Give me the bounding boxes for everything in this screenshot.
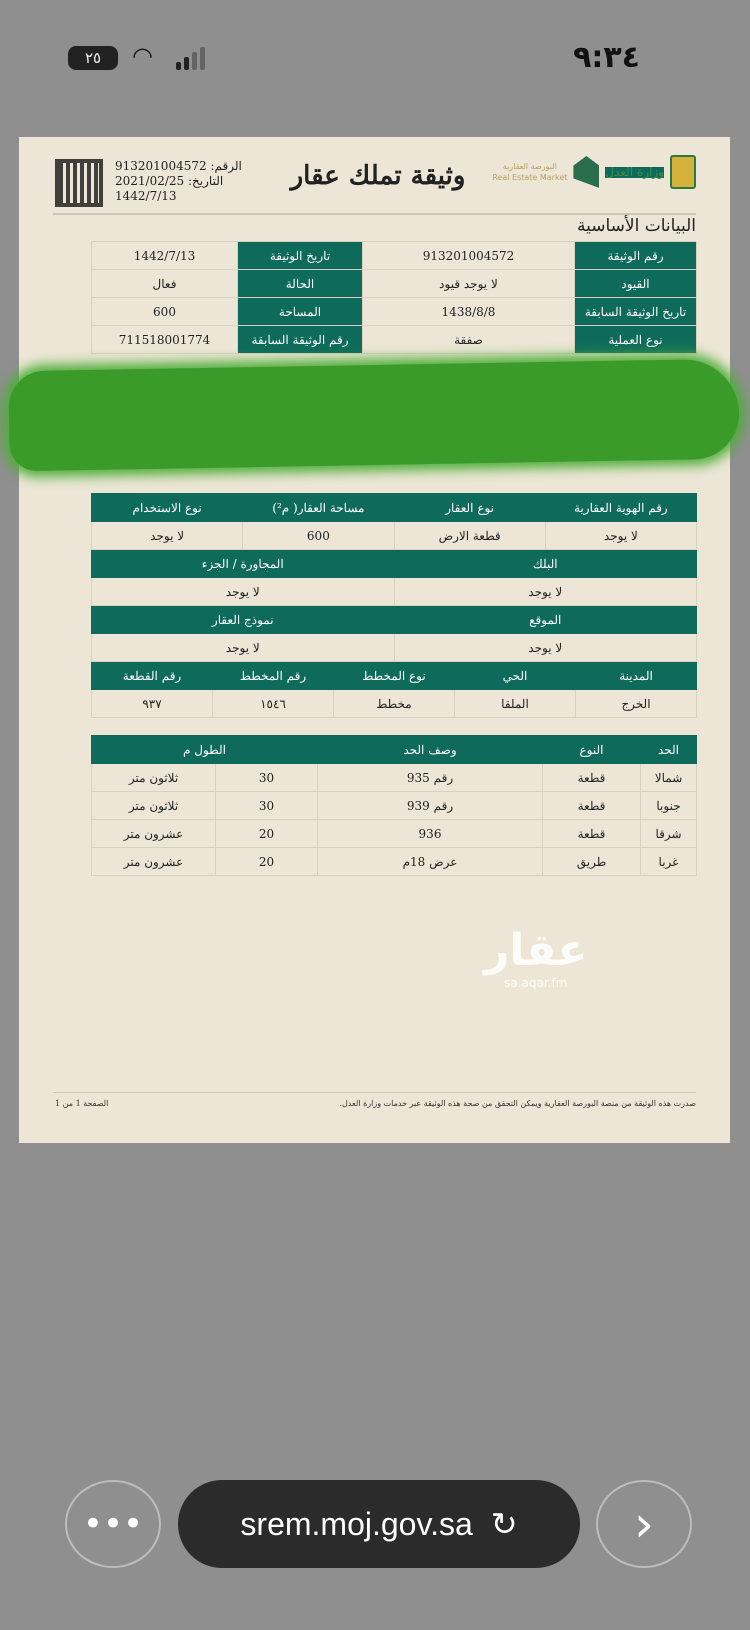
column-header: نوع العقار bbox=[394, 494, 545, 522]
table-row bbox=[92, 578, 697, 606]
table-row bbox=[92, 270, 697, 298]
cell-value: ثلاثون متر bbox=[92, 764, 216, 792]
column-header: وصف الحد bbox=[318, 736, 543, 764]
cell-value: 20 bbox=[216, 848, 318, 876]
column-header: نوع المخطط bbox=[334, 662, 455, 690]
cell-value: لا يوجد bbox=[394, 578, 697, 606]
page-number: الصفحة 1 من 1 bbox=[55, 1099, 109, 1108]
market-ar: البورصة العقارية bbox=[502, 162, 557, 171]
cell-value: شمالا bbox=[641, 764, 697, 792]
cell-value: قطعة bbox=[543, 764, 641, 792]
watermark-url: sa.aqar.fm bbox=[504, 976, 568, 990]
cell-value: 30 bbox=[216, 792, 318, 820]
watermark-logo: عقار bbox=[484, 925, 588, 976]
cell-value: 20 bbox=[216, 820, 318, 848]
more-button[interactable]: ••• bbox=[65, 1480, 161, 1568]
field-value: 600 bbox=[92, 298, 238, 326]
table-row bbox=[92, 522, 697, 550]
cell-value: لا يوجد bbox=[92, 522, 243, 550]
table-row bbox=[92, 690, 697, 718]
cell-value: عشرون متر bbox=[92, 848, 216, 876]
footer-note: صدرت هذه الوثيقة من منصة البورصة العقارية ويمكن التحقق من صحة هذه الوثيقة عبر خدمات وزارة العدل. bbox=[339, 1099, 696, 1108]
cell-value: لا يوجد bbox=[92, 578, 395, 606]
column-header: الحد bbox=[641, 736, 697, 764]
document-date: 2021/02/25 bbox=[115, 174, 185, 188]
redaction-scribble bbox=[8, 359, 740, 472]
battery-icon: ٢٥ bbox=[68, 46, 118, 70]
table-row bbox=[92, 820, 697, 848]
column-header: النوع bbox=[543, 736, 641, 764]
cell-value: 600 bbox=[243, 522, 394, 550]
table-header-row bbox=[92, 550, 697, 578]
column-header: المدينة bbox=[576, 662, 697, 690]
property-table bbox=[91, 493, 697, 718]
field-label: المساحة bbox=[238, 298, 363, 326]
table-row bbox=[92, 298, 697, 326]
qr-code bbox=[55, 159, 103, 207]
field-label: تاريخ الوثيقة bbox=[238, 242, 363, 270]
field-value: 913201004572 bbox=[363, 242, 575, 270]
document-title: وثيقة تملك عقار bbox=[290, 161, 466, 191]
cell-value: عشرون متر bbox=[92, 820, 216, 848]
cell-value: 936 bbox=[318, 820, 543, 848]
column-header: نموذج العقار bbox=[92, 606, 395, 634]
column-header: نوع الاستخدام bbox=[92, 494, 243, 522]
column-header: الحي bbox=[455, 662, 576, 690]
field-value: 1442/7/13 bbox=[92, 242, 238, 270]
cell-value: شرقا bbox=[641, 820, 697, 848]
field-value: فعال bbox=[92, 270, 238, 298]
field-label: رقم الوثيقة السابقة bbox=[238, 326, 363, 354]
field-label: نوع العملية bbox=[575, 326, 697, 354]
url-text[interactable]: srem.moj.gov.sa bbox=[240, 1505, 473, 1542]
document-number: 913201004572 bbox=[115, 159, 207, 173]
field-value: صفقة bbox=[363, 326, 575, 354]
clock: ٩:٣٤ bbox=[573, 40, 640, 75]
cell-value: طريق bbox=[543, 848, 641, 876]
market-emblem-icon bbox=[573, 156, 599, 188]
cell-value: رقم 939 bbox=[318, 792, 543, 820]
number-label: الرقم: bbox=[210, 159, 242, 173]
column-header: الموقع bbox=[394, 606, 697, 634]
aqar-watermark bbox=[484, 925, 588, 990]
reload-icon[interactable]: ↻ bbox=[490, 1506, 518, 1542]
ministry-logo: وزارة العدل bbox=[605, 164, 664, 179]
column-header: المجاورة / الجزء bbox=[92, 550, 395, 578]
cell-value: عرض 18م bbox=[318, 848, 543, 876]
table-row bbox=[92, 848, 697, 876]
cell-value: لا يوجد bbox=[92, 634, 395, 662]
field-value: 1438/8/8 bbox=[363, 298, 575, 326]
field-label: تاريخ الوثيقة السابقة bbox=[575, 298, 697, 326]
cell-value: جنوبا bbox=[641, 792, 697, 820]
column-header: رقم المخطط bbox=[213, 662, 334, 690]
cell-value: ثلاثون متر bbox=[92, 792, 216, 820]
cell-value: قطعة bbox=[543, 792, 641, 820]
table-row bbox=[92, 764, 697, 792]
table-row bbox=[92, 792, 697, 820]
market-en: Real Estate Market bbox=[492, 173, 568, 182]
cell-value: غربا bbox=[641, 848, 697, 876]
table-header-row bbox=[92, 494, 697, 522]
cell-value: 30 bbox=[216, 764, 318, 792]
cell-value: الملقا bbox=[455, 690, 576, 718]
cell-value: ٩٣٧ bbox=[92, 690, 213, 718]
field-label: الحالة bbox=[238, 270, 363, 298]
basic-data-table bbox=[91, 241, 697, 354]
cell-value: لا يوجد bbox=[394, 634, 697, 662]
field-label: رقم الوثيقة bbox=[575, 242, 697, 270]
table-header-row bbox=[92, 736, 697, 764]
cell-value: قطعة bbox=[543, 820, 641, 848]
field-label: القيود bbox=[575, 270, 697, 298]
table-row bbox=[92, 634, 697, 662]
column-header: الطول م bbox=[92, 736, 318, 764]
hijri-date: 1442/7/13 bbox=[115, 189, 177, 203]
wifi-icon: ◠ bbox=[132, 42, 153, 70]
column-header: رقم الهوية العقارية bbox=[545, 494, 696, 522]
table-header-row bbox=[92, 662, 697, 690]
field-value: 711518001774 bbox=[92, 326, 238, 354]
field-value: لا يوجد قيود bbox=[363, 270, 575, 298]
section-basic-title: البيانات الأساسية bbox=[577, 216, 696, 236]
borders-table bbox=[91, 735, 697, 876]
cell-value: الخرج bbox=[576, 690, 697, 718]
cell-value: قطعة الارض bbox=[394, 522, 545, 550]
real-estate-market-logo bbox=[492, 161, 567, 183]
table-row bbox=[92, 326, 697, 354]
cell-value: رقم 935 bbox=[318, 764, 543, 792]
address-bar[interactable] bbox=[178, 1480, 580, 1568]
table-row bbox=[92, 242, 697, 270]
footer-divider bbox=[53, 1092, 696, 1093]
column-header: رقم القطعة bbox=[92, 662, 213, 690]
cell-value: لا يوجد bbox=[545, 522, 696, 550]
ownership-document bbox=[19, 137, 730, 1143]
logos bbox=[476, 155, 696, 189]
signal-icon bbox=[176, 46, 205, 70]
cell-value: ١٥٤٦ bbox=[213, 690, 334, 718]
column-header: مساحة العقار( م²) bbox=[243, 494, 394, 522]
date-label: التاريخ: bbox=[188, 174, 224, 188]
cell-value: مخطط bbox=[334, 690, 455, 718]
document-meta bbox=[115, 159, 251, 204]
forward-button[interactable]: › bbox=[596, 1480, 692, 1568]
column-header: البلك bbox=[394, 550, 697, 578]
table-header-row bbox=[92, 606, 697, 634]
ministry-emblem-icon bbox=[670, 155, 696, 189]
